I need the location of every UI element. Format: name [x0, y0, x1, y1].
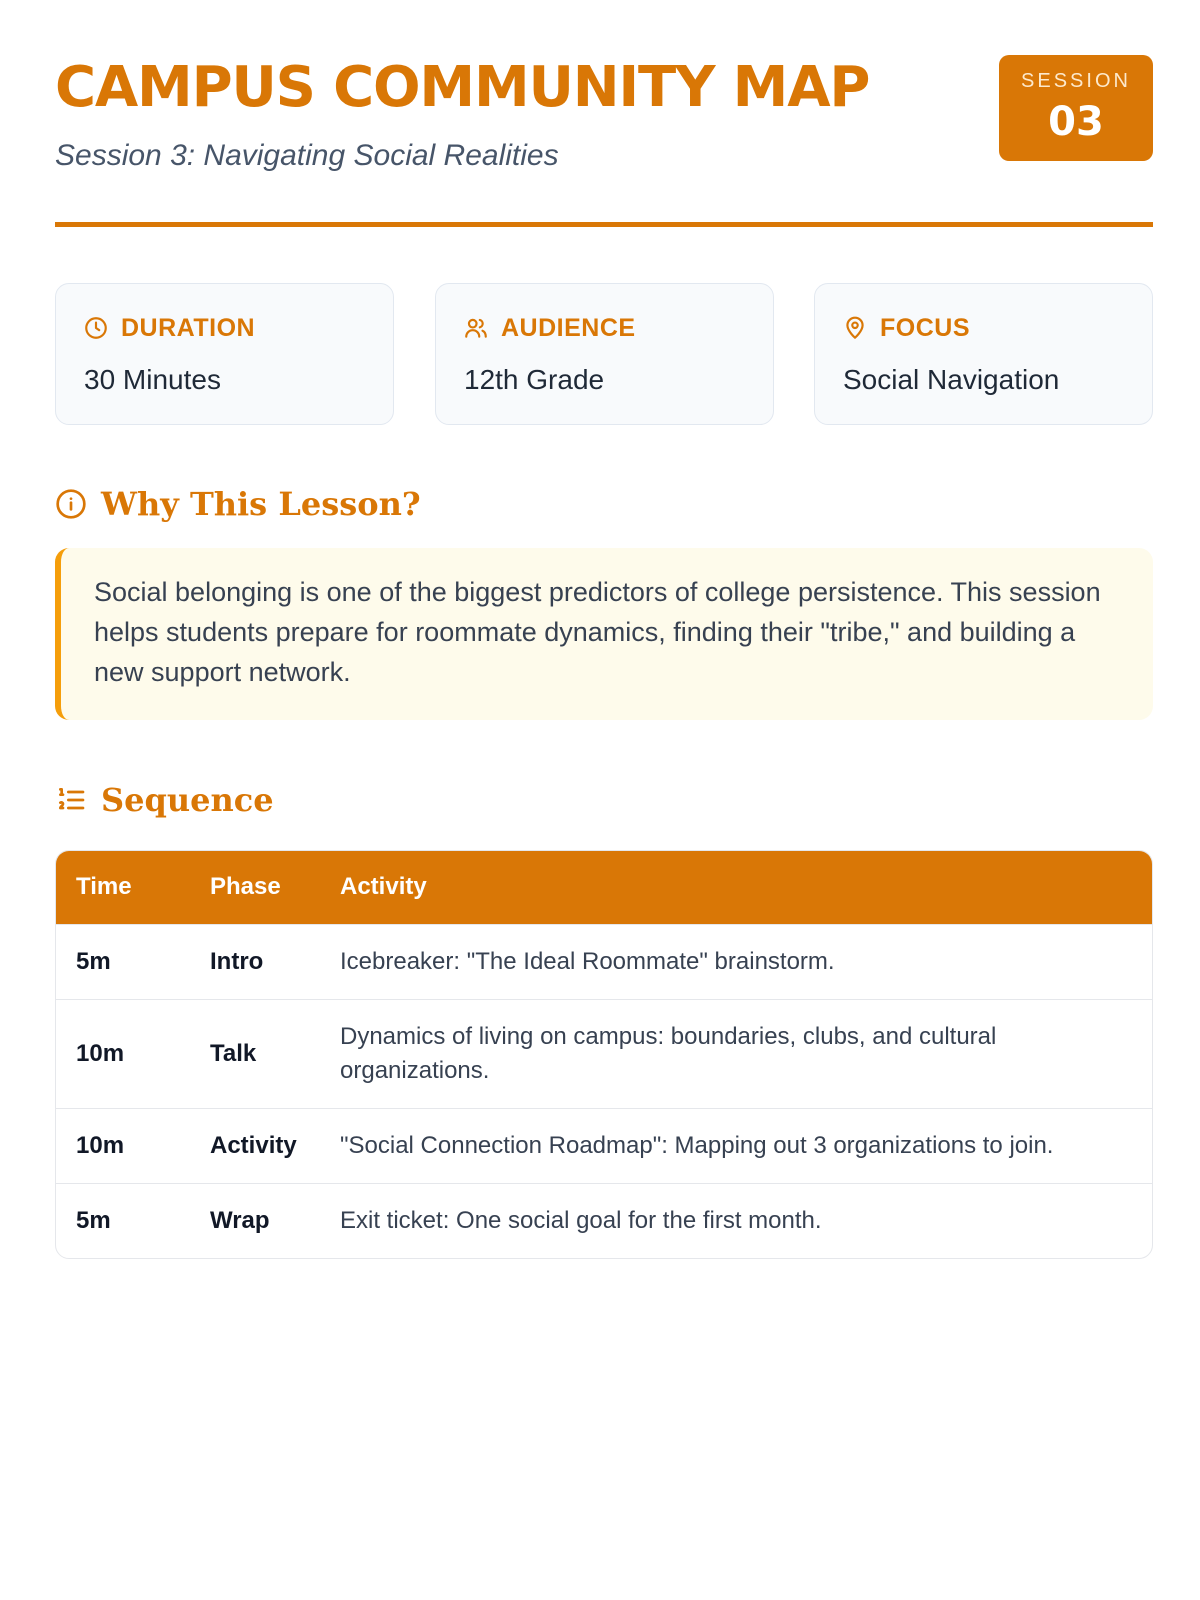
- info-icon: [55, 488, 87, 520]
- sequence-table-grid: [56, 851, 1152, 1258]
- why-section-heading: [55, 482, 421, 526]
- column-header-phase: Phase: [210, 873, 281, 901]
- sequence-table-header: [56, 851, 1152, 924]
- info-card-value: 30 Minutes: [84, 364, 221, 395]
- row-phase: Activity: [190, 1108, 320, 1183]
- page-header: [55, 0, 1153, 228]
- table-row: [56, 999, 1152, 1108]
- page-subtitle: Session 3: Navigating Social Realities: [55, 139, 559, 172]
- row-phase: Talk: [190, 999, 320, 1108]
- info-card-duration: [55, 283, 394, 425]
- row-time: 10m: [56, 1108, 190, 1183]
- row-time: 10m: [56, 999, 190, 1108]
- info-card-head: [842, 312, 970, 344]
- info-card-focus: [814, 283, 1153, 425]
- row-activity: "Social Connection Roadmap": Mapping out 3 organizations to join.: [320, 1108, 1152, 1183]
- column-header-time: Time: [76, 873, 132, 901]
- column-header-activity: Activity: [340, 873, 427, 901]
- numbered-list-icon: [55, 784, 87, 816]
- sequence-section-heading: [55, 778, 274, 822]
- why-callout: [55, 548, 1153, 720]
- session-badge-label: SESSION: [1021, 70, 1131, 92]
- info-card-value: Social Navigation: [843, 364, 1060, 395]
- row-activity: Icebreaker: "The Ideal Roommate" brainstorm.: [320, 924, 1152, 999]
- info-card-label: AUDIENCE: [501, 314, 636, 342]
- sequence-heading-text: Sequence: [101, 781, 274, 819]
- session-badge: [999, 55, 1153, 161]
- header-divider: [55, 222, 1153, 227]
- info-card-value: 12th Grade: [464, 364, 605, 395]
- row-phase: Intro: [190, 924, 320, 999]
- table-header-row: [56, 851, 1152, 924]
- lesson-page: [55, 0, 1153, 1234]
- map-pin-icon: [842, 315, 868, 341]
- info-card-label: FOCUS: [880, 314, 970, 342]
- why-heading-text: Why This Lesson?: [101, 485, 421, 523]
- table-row: [56, 1183, 1152, 1258]
- table-row: [56, 924, 1152, 999]
- row-activity: Dynamics of living on campus: boundaries, clubs, and cultural organizations.: [320, 999, 1152, 1108]
- page-title: CAMPUS COMMUNITY MAP: [55, 55, 870, 120]
- row-activity: Exit ticket: One social goal for the first month.: [320, 1183, 1152, 1258]
- info-card-head: [463, 312, 636, 344]
- users-icon: [463, 315, 489, 341]
- why-callout-text: Social belonging is one of the biggest predictors of college persistence. This session helps students prepare for roommate dynamics, finding their "tribe," and building a new support network.: [94, 577, 1101, 687]
- session-badge-number: 03: [1048, 99, 1104, 145]
- sequence-table: [55, 850, 1153, 1259]
- row-time: 5m: [56, 1183, 190, 1258]
- info-card-audience: [435, 283, 774, 425]
- table-row: [56, 1108, 1152, 1183]
- row-phase: Wrap: [190, 1183, 320, 1258]
- sequence-table-body: [56, 924, 1152, 1258]
- row-time: 5m: [56, 924, 190, 999]
- info-cards: [55, 283, 1153, 425]
- info-card-head: [83, 312, 255, 344]
- info-card-label: DURATION: [121, 314, 256, 342]
- clock-icon: [83, 315, 109, 341]
